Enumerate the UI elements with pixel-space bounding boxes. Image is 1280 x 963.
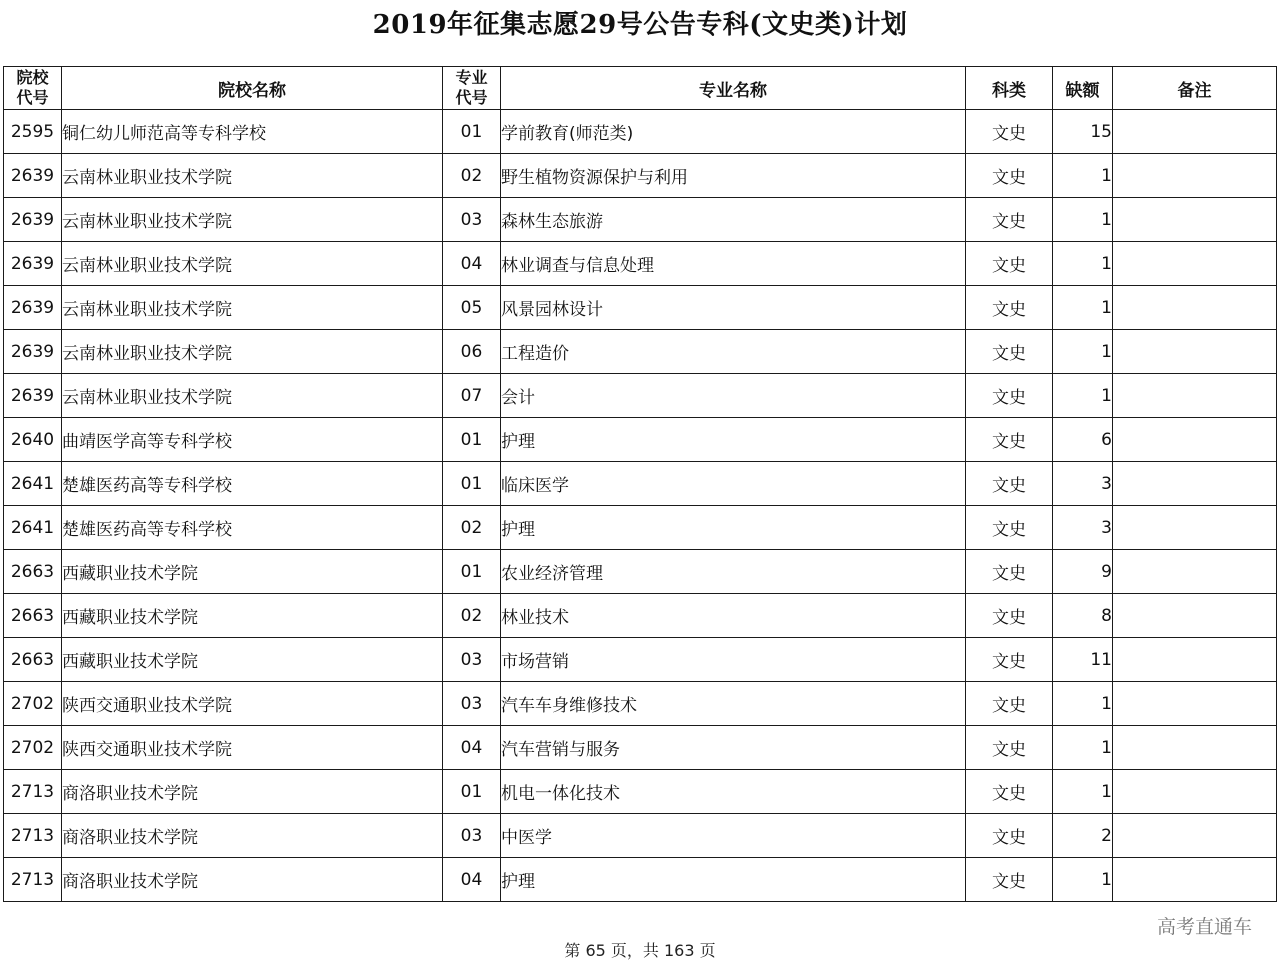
cell-major-name: 野生植物资源保护与利用 bbox=[501, 154, 966, 198]
cell-note bbox=[1113, 198, 1277, 242]
cell-category: 文史 bbox=[966, 330, 1053, 374]
cell-school-code: 2713 bbox=[4, 770, 62, 814]
cell-school-code: 2639 bbox=[4, 154, 62, 198]
table-row bbox=[4, 462, 1277, 506]
cell-major-code: 07 bbox=[443, 374, 501, 418]
cell-major-code: 04 bbox=[443, 858, 501, 902]
cell-quota: 8 bbox=[1053, 594, 1113, 638]
cell-note bbox=[1113, 330, 1277, 374]
cell-quota: 6 bbox=[1053, 418, 1113, 462]
cell-major-name: 临床医学 bbox=[501, 462, 966, 506]
cell-major-name: 森林生态旅游 bbox=[501, 198, 966, 242]
cell-category: 文史 bbox=[966, 726, 1053, 770]
cell-quota: 2 bbox=[1053, 814, 1113, 858]
table-row bbox=[4, 638, 1277, 682]
cell-note bbox=[1113, 858, 1277, 902]
cell-school-code: 2702 bbox=[4, 726, 62, 770]
cell-school-name: 云南林业职业技术学院 bbox=[62, 330, 443, 374]
cell-major-name: 林业技术 bbox=[501, 594, 966, 638]
cell-note bbox=[1113, 286, 1277, 330]
cell-note bbox=[1113, 242, 1277, 286]
cell-school-code: 2663 bbox=[4, 638, 62, 682]
cell-quota: 1 bbox=[1053, 198, 1113, 242]
table-row bbox=[4, 858, 1277, 902]
cell-category: 文史 bbox=[966, 770, 1053, 814]
cell-major-code: 03 bbox=[443, 682, 501, 726]
cell-school-name: 云南林业职业技术学院 bbox=[62, 242, 443, 286]
table-row bbox=[4, 726, 1277, 770]
cell-major-name: 护理 bbox=[501, 506, 966, 550]
cell-major-code: 02 bbox=[443, 594, 501, 638]
cell-major-code: 03 bbox=[443, 198, 501, 242]
cell-major-code: 01 bbox=[443, 770, 501, 814]
cell-major-name: 汽车营销与服务 bbox=[501, 726, 966, 770]
table-row bbox=[4, 506, 1277, 550]
cell-major-name: 学前教育(师范类) bbox=[501, 110, 966, 154]
cell-note bbox=[1113, 550, 1277, 594]
page-title: 2019年征集志愿29号公告专科(文史类)计划 bbox=[372, 10, 908, 40]
cell-school-name: 商洛职业技术学院 bbox=[62, 858, 443, 902]
cell-major-name: 工程造价 bbox=[501, 330, 966, 374]
cell-note bbox=[1113, 638, 1277, 682]
cell-category: 文史 bbox=[966, 286, 1053, 330]
cell-school-code: 2595 bbox=[4, 110, 62, 154]
cell-school-name: 楚雄医药高等专科学校 bbox=[62, 506, 443, 550]
cell-category: 文史 bbox=[966, 682, 1053, 726]
cell-quota: 1 bbox=[1053, 374, 1113, 418]
cell-school-code: 2639 bbox=[4, 330, 62, 374]
table-row bbox=[4, 550, 1277, 594]
cell-quota: 1 bbox=[1053, 770, 1113, 814]
cell-quota: 1 bbox=[1053, 154, 1113, 198]
cell-school-name: 云南林业职业技术学院 bbox=[62, 286, 443, 330]
cell-major-code: 01 bbox=[443, 110, 501, 154]
cell-category: 文史 bbox=[966, 154, 1053, 198]
table-row bbox=[4, 374, 1277, 418]
table-row bbox=[4, 242, 1277, 286]
cell-quota: 1 bbox=[1053, 858, 1113, 902]
page-footer: 第 65 页，共 163 页 bbox=[564, 941, 716, 960]
cell-major-name: 机电一体化技术 bbox=[501, 770, 966, 814]
cell-school-name: 陕西交通职业技术学院 bbox=[62, 682, 443, 726]
cell-category: 文史 bbox=[966, 462, 1053, 506]
cell-school-name: 商洛职业技术学院 bbox=[62, 814, 443, 858]
cell-major-name: 护理 bbox=[501, 858, 966, 902]
cell-school-code: 2640 bbox=[4, 418, 62, 462]
cell-school-name: 西藏职业技术学院 bbox=[62, 594, 443, 638]
table-row bbox=[4, 682, 1277, 726]
cell-note bbox=[1113, 770, 1277, 814]
table-row bbox=[4, 286, 1277, 330]
cell-note bbox=[1113, 374, 1277, 418]
cell-major-code: 06 bbox=[443, 330, 501, 374]
cell-school-code: 2702 bbox=[4, 682, 62, 726]
table-header-row bbox=[4, 67, 1277, 110]
cell-school-code: 2713 bbox=[4, 858, 62, 902]
cell-school-name: 西藏职业技术学院 bbox=[62, 638, 443, 682]
table-row bbox=[4, 110, 1277, 154]
cell-note bbox=[1113, 110, 1277, 154]
table-body bbox=[4, 110, 1277, 902]
cell-category: 文史 bbox=[966, 374, 1053, 418]
cell-category: 文史 bbox=[966, 418, 1053, 462]
table-row bbox=[4, 770, 1277, 814]
cell-note bbox=[1113, 594, 1277, 638]
cell-note bbox=[1113, 506, 1277, 550]
cell-school-code: 2639 bbox=[4, 198, 62, 242]
cell-major-name: 风景园林设计 bbox=[501, 286, 966, 330]
cell-major-name: 护理 bbox=[501, 418, 966, 462]
cell-major-code: 01 bbox=[443, 550, 501, 594]
cell-note bbox=[1113, 682, 1277, 726]
cell-school-code: 2663 bbox=[4, 594, 62, 638]
watermark: 高考直通车 bbox=[1156, 916, 1252, 938]
cell-note bbox=[1113, 462, 1277, 506]
cell-major-code: 03 bbox=[443, 814, 501, 858]
cell-school-name: 云南林业职业技术学院 bbox=[62, 374, 443, 418]
cell-quota: 3 bbox=[1053, 506, 1113, 550]
cell-note bbox=[1113, 726, 1277, 770]
header-major-name: 专业名称 bbox=[501, 67, 966, 110]
table-row bbox=[4, 594, 1277, 638]
cell-category: 文史 bbox=[966, 814, 1053, 858]
cell-school-name: 曲靖医学高等专科学校 bbox=[62, 418, 443, 462]
cell-school-name: 西藏职业技术学院 bbox=[62, 550, 443, 594]
cell-category: 文史 bbox=[966, 638, 1053, 682]
cell-major-code: 02 bbox=[443, 154, 501, 198]
cell-major-name: 市场营销 bbox=[501, 638, 966, 682]
cell-quota: 1 bbox=[1053, 286, 1113, 330]
table-row bbox=[4, 418, 1277, 462]
cell-category: 文史 bbox=[966, 242, 1053, 286]
cell-note bbox=[1113, 154, 1277, 198]
cell-major-name: 中医学 bbox=[501, 814, 966, 858]
cell-quota: 1 bbox=[1053, 242, 1113, 286]
cell-category: 文史 bbox=[966, 506, 1053, 550]
cell-major-code: 04 bbox=[443, 726, 501, 770]
cell-major-code: 03 bbox=[443, 638, 501, 682]
table-row bbox=[4, 330, 1277, 374]
cell-school-code: 2639 bbox=[4, 242, 62, 286]
cell-quota: 9 bbox=[1053, 550, 1113, 594]
cell-note bbox=[1113, 418, 1277, 462]
header-school-name: 院校名称 bbox=[62, 67, 443, 110]
cell-category: 文史 bbox=[966, 198, 1053, 242]
cell-major-code: 01 bbox=[443, 462, 501, 506]
cell-note bbox=[1113, 814, 1277, 858]
cell-major-name: 会计 bbox=[501, 374, 966, 418]
cell-major-name: 汽车车身维修技术 bbox=[501, 682, 966, 726]
cell-major-name: 农业经济管理 bbox=[501, 550, 966, 594]
cell-school-name: 商洛职业技术学院 bbox=[62, 770, 443, 814]
cell-quota: 3 bbox=[1053, 462, 1113, 506]
cell-category: 文史 bbox=[966, 594, 1053, 638]
table-row bbox=[4, 154, 1277, 198]
table-row bbox=[4, 198, 1277, 242]
cell-school-name: 云南林业职业技术学院 bbox=[62, 154, 443, 198]
cell-quota: 15 bbox=[1053, 110, 1113, 154]
cell-quota: 11 bbox=[1053, 638, 1113, 682]
cell-school-name: 楚雄医药高等专科学校 bbox=[62, 462, 443, 506]
cell-major-code: 01 bbox=[443, 418, 501, 462]
header-category: 科类 bbox=[966, 67, 1053, 110]
cell-quota: 1 bbox=[1053, 682, 1113, 726]
cell-school-name: 云南林业职业技术学院 bbox=[62, 198, 443, 242]
cell-school-code: 2641 bbox=[4, 506, 62, 550]
header-major-code: 专业 代号 bbox=[443, 67, 501, 110]
cell-quota: 1 bbox=[1053, 330, 1113, 374]
cell-school-code: 2663 bbox=[4, 550, 62, 594]
cell-major-code: 04 bbox=[443, 242, 501, 286]
cell-school-code: 2639 bbox=[4, 374, 62, 418]
cell-category: 文史 bbox=[966, 110, 1053, 154]
table-row bbox=[4, 814, 1277, 858]
cell-category: 文史 bbox=[966, 858, 1053, 902]
cell-major-code: 05 bbox=[443, 286, 501, 330]
cell-school-code: 2641 bbox=[4, 462, 62, 506]
cell-quota: 1 bbox=[1053, 726, 1113, 770]
header-school-code: 院校 代号 bbox=[4, 67, 62, 110]
cell-school-code: 2639 bbox=[4, 286, 62, 330]
cell-major-code: 02 bbox=[443, 506, 501, 550]
cell-school-name: 铜仁幼儿师范高等专科学校 bbox=[62, 110, 443, 154]
header-note: 备注 bbox=[1113, 67, 1277, 110]
header-quota: 缺额 bbox=[1053, 67, 1113, 110]
cell-major-name: 林业调查与信息处理 bbox=[501, 242, 966, 286]
cell-school-name: 陕西交通职业技术学院 bbox=[62, 726, 443, 770]
cell-category: 文史 bbox=[966, 550, 1053, 594]
cell-school-code: 2713 bbox=[4, 814, 62, 858]
admission-plan-table bbox=[3, 66, 1277, 902]
